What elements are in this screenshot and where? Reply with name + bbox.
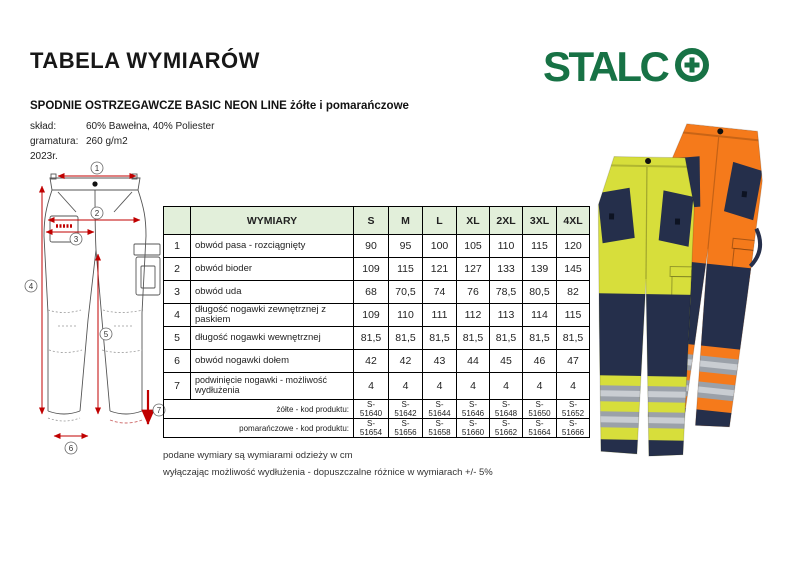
product-code: S-51654: [354, 419, 389, 438]
product-code: S-51642: [389, 400, 423, 419]
measure-value: 4: [557, 373, 590, 400]
measure-value: 139: [523, 258, 557, 281]
svg-text:7: 7: [156, 405, 162, 415]
measure-value: 114: [523, 304, 557, 327]
svg-text:6: 6: [68, 443, 74, 453]
gramatura-row: [30, 134, 450, 149]
svg-text:5: 5: [103, 329, 109, 339]
measure-value: 110: [490, 235, 523, 258]
product-code: S-51648: [490, 400, 523, 419]
measure-value: 74: [423, 281, 457, 304]
orange-code-row: [164, 419, 590, 438]
measure-value: 81,5: [523, 327, 557, 350]
measure-value: 81,5: [557, 327, 590, 350]
page-title: TABELA WYMIARÓW: [30, 48, 260, 73]
svg-text:4: 4: [28, 281, 34, 291]
size-header-l: L: [423, 207, 457, 235]
product-code: S-51660: [457, 419, 490, 438]
size-table: [163, 206, 590, 438]
measure-value: 81,5: [423, 327, 457, 350]
year-value: 2023r.: [30, 151, 58, 162]
measure-value: 90: [354, 235, 389, 258]
measure-value: 4: [354, 373, 389, 400]
table-row: [164, 373, 590, 400]
product-code: S-51644: [423, 400, 457, 419]
measure-name: obwód nogawki dołem: [191, 350, 354, 373]
product-code: S-51664: [523, 419, 557, 438]
svg-text:3: 3: [73, 234, 79, 244]
measure-value: 76: [457, 281, 490, 304]
callout-5: [100, 328, 112, 340]
measure-value: 105: [457, 235, 490, 258]
measure-value: 81,5: [354, 327, 389, 350]
table-row: [164, 327, 590, 350]
measure-value: 4: [490, 373, 523, 400]
callout-6: [65, 442, 77, 454]
corner-cell: [164, 207, 191, 235]
footnote-tolerance: wyłączając możliwość wydłużenia - dopuszczalne różnice w wymiarach +/- 5%: [163, 467, 493, 478]
code-row-label: żółte - kod produktu:: [164, 400, 354, 419]
yellow-trousers: [588, 153, 705, 461]
sklad-value: 60% Bawełna, 40% Poliester: [86, 121, 215, 132]
measure-value: 110: [389, 304, 423, 327]
measure-value: 111: [423, 304, 457, 327]
measure-value: 46: [523, 350, 557, 373]
measure-value: 109: [354, 304, 389, 327]
size-header-2xl: 2XL: [490, 207, 523, 235]
yellow-code-row: [164, 400, 590, 419]
measure-value: 81,5: [457, 327, 490, 350]
measure-value: 133: [490, 258, 523, 281]
measure-value: 115: [389, 258, 423, 281]
product-code: S-51652: [557, 400, 590, 419]
table-row: [164, 304, 590, 327]
table-row: [164, 350, 590, 373]
measure-value: 47: [557, 350, 590, 373]
gramatura-value: 260 g/m2: [86, 136, 128, 147]
measure-value: 112: [457, 304, 490, 327]
measure-name: długość nogawki zewnętrznej z paskiem: [191, 304, 354, 327]
measure-value: 4: [423, 373, 457, 400]
product-code: S-51658: [423, 419, 457, 438]
table-row: [164, 281, 590, 304]
row-number: 4: [164, 304, 191, 327]
measure-value: 45: [490, 350, 523, 373]
size-header-m: M: [389, 207, 423, 235]
table-header-row: [164, 207, 590, 235]
measure-value: 109: [354, 258, 389, 281]
size-header-3xl: 3XL: [523, 207, 557, 235]
footnotes: [163, 450, 493, 484]
knee-stitching: [48, 310, 143, 421]
trousers-dimension-diagram: [18, 158, 170, 460]
table-row: [164, 258, 590, 281]
measure-name: obwód uda: [191, 281, 354, 304]
measure-value: 4: [457, 373, 490, 400]
size-header-xl: XL: [457, 207, 490, 235]
measure-value: 44: [457, 350, 490, 373]
product-name: SPODNIE OSTRZEGAWCZE BASIC NEON LINE żółte i pomarańczowe: [30, 100, 409, 112]
sklad-row: [30, 119, 450, 134]
measure-value: 115: [557, 304, 590, 327]
row-number: 6: [164, 350, 191, 373]
stalco-logo: [542, 44, 722, 92]
logo-text: STALC: [543, 44, 668, 90]
plus-circle-icon: [678, 51, 706, 79]
measure-name: długość nogawki wewnętrznej: [191, 327, 354, 350]
measure-value: 81,5: [490, 327, 523, 350]
product-code: S-51656: [389, 419, 423, 438]
measure-value: 81,5: [389, 327, 423, 350]
measure-value: 145: [557, 258, 590, 281]
sklad-label: skład:: [30, 121, 57, 132]
code-row-label: pomarańczowe - kod produktu:: [164, 419, 354, 438]
measure-value: 43: [423, 350, 457, 373]
row-number: 5: [164, 327, 191, 350]
row-number: 7: [164, 373, 191, 400]
measure-value: 120: [557, 235, 590, 258]
measure-value: 113: [490, 304, 523, 327]
product-code: S-51666: [557, 419, 590, 438]
measure-value: 4: [523, 373, 557, 400]
measure-value: 82: [557, 281, 590, 304]
measure-name: obwód bioder: [191, 258, 354, 281]
measure-value: 121: [423, 258, 457, 281]
wymiary-header: WYMIARY: [191, 207, 354, 235]
product-info: [30, 100, 450, 164]
size-header-s: S: [354, 207, 389, 235]
measure-name: podwinięcie nogawki - możliwość wydłużenia: [191, 373, 354, 400]
footnote-cm: podane wymiary są wymiarami odzieży w cm: [163, 450, 353, 461]
callout-2: [91, 207, 103, 219]
stalco-logo-graphic: [542, 44, 722, 92]
callout-1: [91, 162, 103, 174]
measure-value: 70,5: [389, 281, 423, 304]
measure-value: 80,5: [523, 281, 557, 304]
measure-value: 100: [423, 235, 457, 258]
svg-text:1: 1: [94, 163, 100, 173]
table-row: [164, 235, 590, 258]
measure-value: 68: [354, 281, 389, 304]
callout-4: [25, 280, 37, 292]
measure-value: 127: [457, 258, 490, 281]
measure-value: 42: [389, 350, 423, 373]
product-photo: [588, 122, 796, 462]
measure-value: 115: [523, 235, 557, 258]
svg-text:2: 2: [94, 208, 100, 218]
measure-value: 42: [354, 350, 389, 373]
product-code: S-51646: [457, 400, 490, 419]
measure-value: 78,5: [490, 281, 523, 304]
row-number: 2: [164, 258, 191, 281]
product-code: S-51650: [523, 400, 557, 419]
measure-value: 4: [389, 373, 423, 400]
row-number: 1: [164, 235, 191, 258]
gramatura-label: gramatura:: [30, 136, 79, 147]
row-number: 3: [164, 281, 191, 304]
product-code: S-51640: [354, 400, 389, 419]
size-header-4xl: 4XL: [557, 207, 590, 235]
measure-value: 95: [389, 235, 423, 258]
measure-name: obwód pasa - rozciągnięty: [191, 235, 354, 258]
callout-3: [70, 233, 82, 245]
product-code: S-51662: [490, 419, 523, 438]
